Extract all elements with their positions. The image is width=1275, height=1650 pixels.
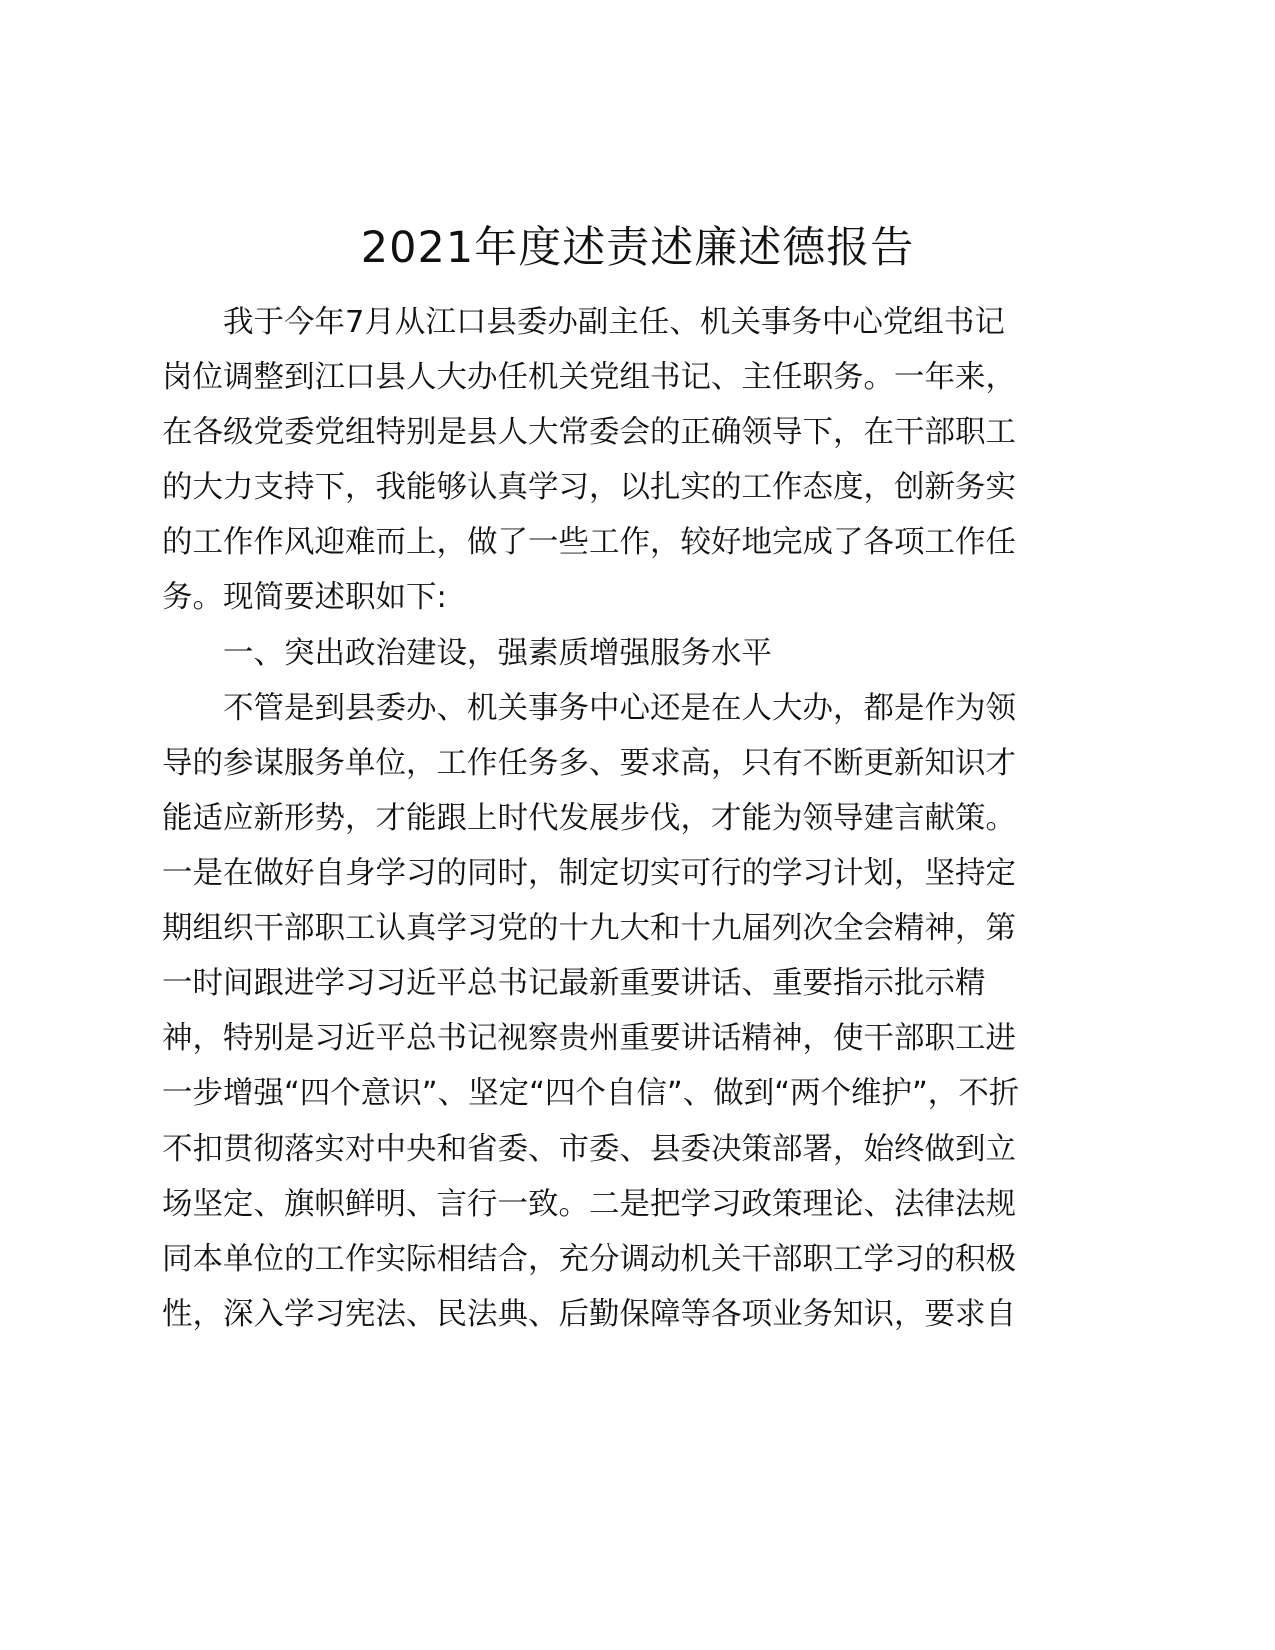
body-line-9: 导的参谋服务单位，工作任务多、要求高，只有不断更新知识才 [162,746,1016,781]
body-line-5: 的工作作风迎难而上，做了一些工作，较好地完成了各项工作任 [162,525,1016,560]
section-heading-1: 一、突出政治建设，强素质增强服务水平 [162,636,772,671]
body-line-18: 同本单位的工作实际相结合，充分调动机关干部职工学习的积极 [162,1242,1016,1277]
body-line-19: 性，深入学习宪法、民法典、后勤保障等各项业务知识，要求自 [162,1297,1016,1332]
body-line-11: 一是在做好自身学习的同时，制定切实可行的学习计划，坚持定 [162,856,1016,891]
body-line-17: 场坚定、旗帜鲜明、言行一致。二是把学习政策理论、法律法规 [162,1187,1016,1222]
body-line-4: 的大力支持下，我能够认真学习，以扎实的工作态度，创新务实 [162,470,1016,505]
body-line-3: 在各级党委党组特别是县人大常委会的正确领导下，在干部职工 [162,415,1016,450]
body-line-14: 神，特别是习近平总书记视察贵州重要讲话精神，使干部职工进 [162,1021,1016,1056]
body-line-6: 务。现简要述职如下: [162,580,447,615]
document-title: 2021年度述责述廉述德报告 [360,223,915,273]
body-line-10: 能适应新形势，才能跟上时代发展步伐，才能为领导建言献策。 [162,801,1016,836]
body-line-2: 岗位调整到江口县人大办任机关党组书记、主任职务。一年来， [162,360,1016,395]
body-line-15: 一步增强“四个意识”、坚定“四个自信”、做到“两个维护”，不折 [162,1076,1020,1111]
body-line-13: 一时间跟进学习习近平总书记最新重要讲话、重要指示批示精 [162,966,986,1001]
body-line-8: 不管是到县委办、机关事务中心还是在人大办，都是作为领 [162,691,1016,726]
body-line-12: 期组织干部职工认真学习党的十九大和十九届列次全会精神，第 [162,911,1016,946]
body-line-16: 不扣贯彻落实对中央和省委、市委、县委决策部署，始终做到立 [162,1132,1016,1167]
body-line-1: 我于今年7月从江口县委办副主任、机关事务中心党组书记 [162,305,1005,340]
